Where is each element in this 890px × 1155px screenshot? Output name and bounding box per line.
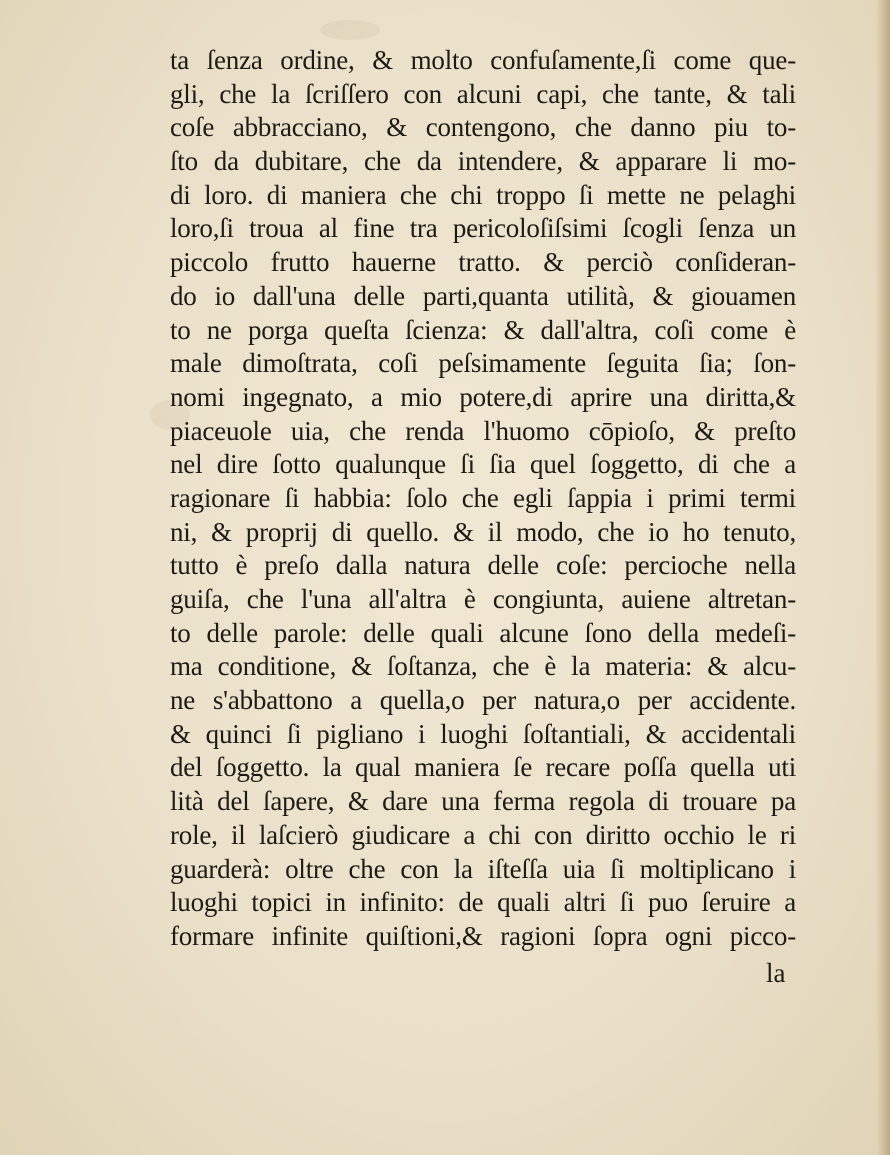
text-line: guarderà: oltre che con la iſteſſa uia ſi moltiplicano i [170, 853, 796, 884]
text-line: di loro. di maniera che chi troppo ſi mette ne pelaghi [170, 179, 796, 210]
text-line: del ſoggetto. la qual maniera ſe recare poſſa quella uti [170, 752, 796, 783]
text-line: coſe abbracciano, & contengono, che danno piu to- [170, 112, 796, 143]
text-line: piaceuole uia, che renda l'huomo cōpioſo, & preſto [170, 415, 796, 446]
text-line: piccolo frutto hauerne tratto. & perciò conſideran- [170, 247, 796, 278]
text-line: nel dire ſotto qualunque ſi ſia quel ſoggetto, di che a [170, 449, 796, 480]
text-line: guiſa, che l'una all'altra è congiunta, auiene altretan- [170, 584, 796, 614]
text-line: male dimoſtrata, coſi peſsimamente ſeguita ſia; ſon- [170, 348, 796, 379]
paper-stain [320, 20, 380, 40]
text-line: loro,ſi troua al fine tra pericoloſiſsimi ſcogli ſenza un [170, 213, 796, 244]
page-edge [876, 0, 890, 1155]
text-line: formare infinite quiſtioni,& ragioni ſopra ogni picco- [170, 920, 796, 951]
text-line: ſto da dubitare, che da intendere, & apparare li mo- [170, 146, 796, 177]
text-line: ta ſenza ordine, & molto confuſamente,ſi come que- [170, 45, 796, 75]
body-text [170, 44, 796, 954]
text-line: ragionare ſi habbia: ſolo che egli ſappia i primi termi [170, 482, 796, 513]
text-line: to ne porga queſta ſcienza: & dall'altra, coſi come è [170, 314, 796, 345]
text-line: & quinci ſi pigliano i luoghi ſoſtantiali, & accidentali [170, 718, 796, 749]
text-line: nomi ingegnato, a mio potere,di aprire una diritta,& [170, 381, 796, 412]
text-line: role, il laſcierò giudicare a chi con diritto occhio le ri [170, 819, 796, 850]
text-line: luoghi topici in infinito: de quali altri ſi puo ſeruire a [170, 887, 796, 918]
text-line: ne s'abbattono a quella,o per natura,o per accidente. [170, 685, 796, 716]
text-line: ni, & proprij di quello. & il modo, che io ho tenuto, [170, 516, 796, 547]
text-line: do io dall'una delle parti,quanta utilità, & giouamen [170, 280, 796, 311]
catchword: la [766, 958, 786, 988]
text-line: to delle parole: delle quali alcune ſono della medeſi- [170, 617, 796, 648]
text-line: ma conditione, & ſoſtanza, che è la materia: & alcu- [170, 651, 796, 682]
text-line: gli, che la ſcriſſero con alcuni capi, che tante, & tali [170, 78, 796, 109]
text-line: tutto è preſo dalla natura delle coſe: percioche nella [170, 550, 796, 581]
text-line: lità del ſapere, & dare una ferma regola di trouare pa [170, 786, 796, 817]
